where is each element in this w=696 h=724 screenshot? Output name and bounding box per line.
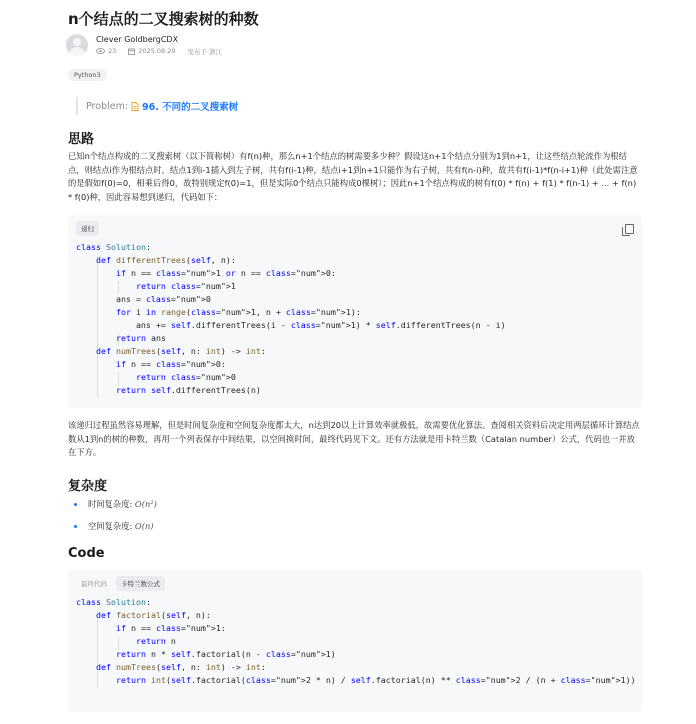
time-complexity-label: 时间复杂度: [88,499,133,509]
code-content-final [76,596,636,687]
space-complexity-label: 空间复杂度: [88,521,133,531]
code-content-recursive [76,241,506,397]
code-line: def numTrees(self, n: int) -> int: [95,346,266,356]
article-title: n个结点的二叉搜索树的种数 [68,10,259,28]
code-line: for i in range(class="num">1, n + class="num">1): [115,307,361,317]
analysis-text: 该递归过程虽然容易理解，但是时间复杂度和空间复杂度都太大，n达到20以上计算效率就极低，故需要优化算法。查阅相关资料后决定用两层循环计算结点数从1到n的树的种数，再用一个列表保存中间结果，以空间换时间，最终代码见下文。还有方法就是用卡特兰数（Catalan number）公式，代码也一并放在下方。 [68,420,640,457]
list-item [68,498,157,520]
code-tab-recursive[interactable]: 递归 [76,221,99,236]
code-line: ans = class="num">0 [76,294,211,304]
problem-label: Problem: [86,100,129,112]
author-name[interactable]: Clever GoldbergCDX [96,34,179,44]
copy-icon[interactable] [625,224,634,234]
language-tag[interactable]: Python3 [68,69,107,81]
code-tab-catalan[interactable]: 卡特兰数公式 [116,576,165,591]
problem-link[interactable]: 96. 不同的二叉搜索树 [142,102,239,113]
code-heading: Code [68,546,105,561]
code-line: def factorial(self, n): [95,610,211,620]
article-meta [96,47,222,56]
code-line: if n == class="num">0: [115,359,226,369]
code-line: class Solution: [76,242,151,252]
approach-heading: 思路 [68,132,95,147]
code-line: if n == class="num">1 or n == class="num">0: [115,268,336,278]
code-block-recursive [68,215,642,408]
code-line: return class="num">0 [135,372,236,382]
code-line: return self.differentTrees(n) [115,385,261,395]
code-line: return class="num">1 [135,281,236,291]
code-line: return int(self.factorial(class="num">2 * n) / self.factorial(n) ** class="num">2 / (n + class="num">1)) [115,675,636,685]
code-tab-final[interactable]: 最终代码 [81,580,107,588]
code-line: return n * self.factorial(n - class="num">1) [115,649,336,659]
problem-reference [76,97,238,115]
code-line: ans += self.differentTrees(i - class="num">1) * self.differentTrees(n - i) [76,320,506,330]
eye-icon [96,48,105,54]
code-line: if n == class="num">1: [115,623,226,633]
complexity-heading: 复杂度 [68,479,108,494]
author-block [66,34,222,56]
view-count: 23 [108,47,117,55]
complexity-list [68,498,157,542]
approach-text: 已知n个结点构成的二叉搜索树（以下简称树）有f(n)种，那么n+1个结点的树需要多少种？假设这n+1个结点分别为1到n+1，让这些结点轮流作为根结点，则结点i作为根结点时，结点1到i-1插入到左子树，共有f(i-1)种，结点i+1到n+1只能作为右子树，共有f(n-i)种，故共有f(i-1)*f(n-i+1)种（此处需注意的是假如f(0)=0，相乘后得0，故特别规定f(0)=1，但是实际0个结点只能构成0棵树）；因此n+1个结点构成的树有f(0) * f(n) + f(1) * f(n-1) + ... + f(n) * f(0)种，因此容易想到递归，代码如下： [68,151,638,202]
time-complexity-value: O(n²) [134,499,157,509]
publish-location: 发布于 浙江 [187,47,223,56]
list-item [68,520,157,542]
code-line: class Solution: [76,597,151,607]
avatar[interactable] [66,34,88,56]
code-line: return n [135,636,176,646]
document-icon [131,102,139,111]
code-line: def differentTrees(self, n): [95,255,236,265]
space-complexity-value: O(n) [134,521,154,531]
code-line: def numTrees(self, n: int) -> int: [95,662,266,672]
calendar-icon [128,48,135,55]
code-line: return ans [115,333,166,343]
publish-date: 2025.08.29 [138,47,176,55]
code-block-final [68,570,642,712]
